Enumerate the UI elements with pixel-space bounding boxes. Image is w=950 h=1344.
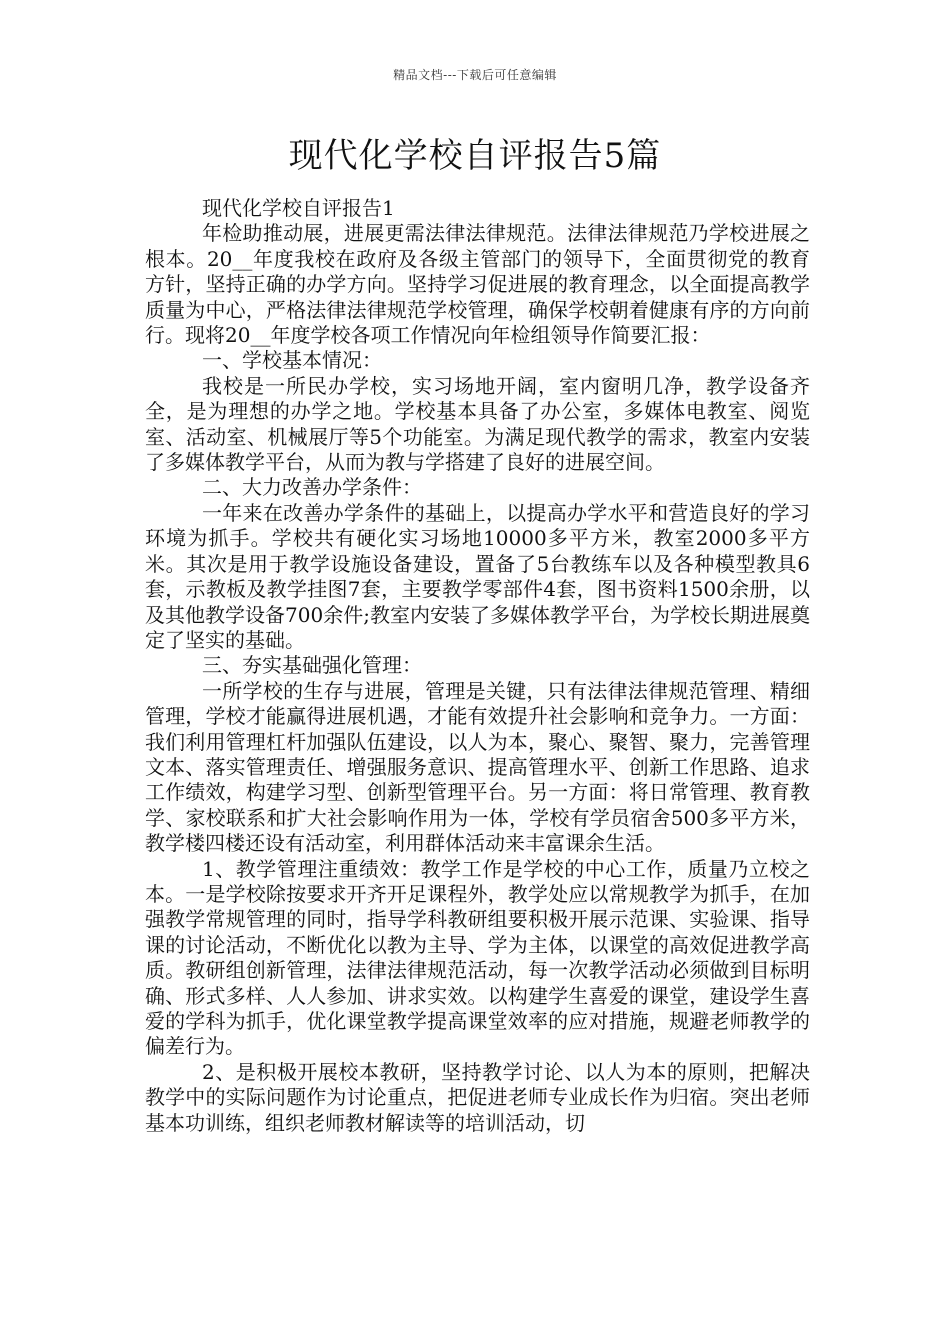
body-paragraph: 年检助推动展，进展更需法律法律规范。法律法律规范乃学校进展之根本。20__年度我校在政府及各级主管部门的领导下，全面贯彻党的教育方针，坚持正确的办学方向。坚持学习促进展的教育理念，以全面提高教学质量为中心，严格法律法律规范学校管理，确保学校朝着健康有序的方向前行。现将20__年度学校各项工作情况向年检组领导作简要汇报： bbox=[145, 221, 810, 348]
section-heading: 三、夯实基础强化管理： bbox=[202, 653, 422, 678]
body-paragraph: 一年来在改善办学条件的基础上，以提高办学水平和营造良好的学习环境为抓手。学校共有硬化实习场地10000多平方米，教室2000多平方米。其次是用于教学设施设备建设，置备了5台教练车以及各种模型教具6套，示教板及教学挂图7套，主要教学零部件4套，图书资料1500余册，以及其他教学设备700余件;教室内安装了多媒体教学平台，为学校长期进展奠定了坚实的基础。 bbox=[145, 500, 810, 652]
body-paragraph: 2、是积极开展校本教研，坚持教学讨论、以人为本的原则，把解决教学中的实际问题作为讨论重点，把促进老师专业成长作为归宿。突出老师基本功训练，组织老师教材解读等的培训活动，切 bbox=[145, 1059, 810, 1135]
body-paragraph: 一所学校的生存与进展，管理是关键，只有法律法律规范管理、精细管理，学校才能赢得进展机遇，才能有效提升社会影响和竞争力。一方面：我们利用管理杠杆加强队伍建设，以人为本，聚心、聚智、聚力，完善管理文本、落实管理责任、增强服务意识、提高管理水平、创新工作思路、追求工作绩效，构建学习型、创新型管理平台。另一方面：将日常管理、教育教学、家校联系和扩大社会影响作用为一体，学校有学员宿舍500多平方米，教学楼四楼还设有活动室，利用群体活动来丰富课余生活。 bbox=[145, 678, 810, 856]
body-paragraph: 1、教学管理注重绩效：教学工作是学校的中心工作，质量乃立校之本。一是学校除按要求开齐开足课程外，教学处应以常规教学为抓手，在加强教学常规管理的同时，指导学科教研组要积极开展示范课、实验课、指导课的讨论活动，不断优化以教为主导、学为主体，以课堂的高效促进教学高质。教研组创新管理，法律法律规范活动，每一次教学活动必须做到目标明确、形式多样、人人参加、讲求实效。以构建学生喜爱的课堂，建设学生喜爱的学科为抓手，优化课堂教学提高课堂效率的应对措施，规避老师教学的偏差行为。 bbox=[145, 856, 810, 1059]
section-heading: 二、大力改善办学条件： bbox=[202, 475, 422, 500]
section-heading: 一、学校基本情况： bbox=[202, 348, 382, 373]
section-heading: 现代化学校自评报告1 bbox=[202, 196, 395, 220]
header-note: 精品文档---下载后可任意编辑 bbox=[393, 68, 557, 82]
document-title: 现代化学校自评报告5篇 bbox=[288, 136, 662, 176]
body-paragraph: 我校是一所民办学校，实习场地开阔，室内窗明几净，教学设备齐全，是为理想的办学之地。学校基本具备了办公室，多媒体电教室、阅览室、活动室、机械展厅等5个功能室。为满足现代教学的需求，教室内安装了多媒体教学平台，从而为教与学搭建了良好的进展空间。 bbox=[145, 373, 810, 475]
document-body bbox=[145, 196, 810, 1136]
